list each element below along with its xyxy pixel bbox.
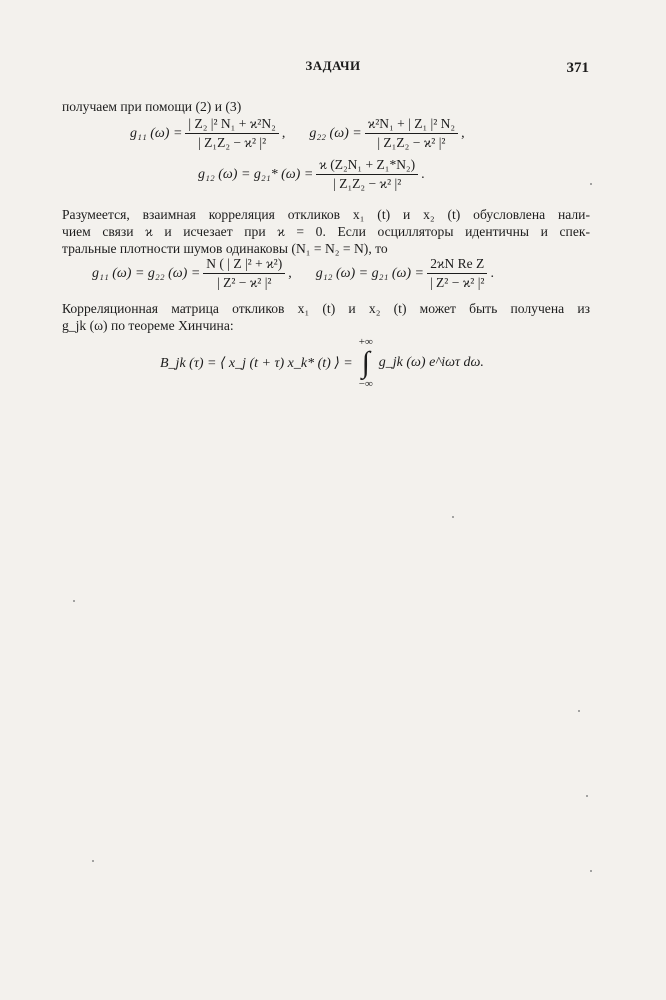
- eq-g22-tail: ,: [461, 125, 465, 141]
- eq-g12-denominator: | Z₁Z₂ − ϰ² |²: [333, 176, 402, 191]
- scan-speck: [586, 795, 588, 797]
- paragraph-correlation: [62, 206, 590, 257]
- running-header: ЗАДАЧИ: [305, 58, 361, 73]
- intro-text: [62, 98, 590, 115]
- scan-speck: [578, 710, 580, 712]
- eq-g11-sym-numerator: N ( | Z |² + ϰ²): [203, 256, 285, 274]
- scan-speck: [590, 870, 592, 872]
- page-number: 371: [566, 60, 589, 76]
- eq-g12-sym-lhs: g₁₂ (ω) = g₂₁ (ω) =: [315, 265, 424, 281]
- scan-speck: [590, 183, 592, 185]
- paragraph-khinchin: [62, 300, 590, 334]
- integral-symbol: ∫: [361, 346, 370, 379]
- scan-speck: [92, 860, 94, 862]
- eq-g22-lhs: g₂₂ (ω) =: [309, 125, 362, 141]
- eq-g12-sym-numerator: 2ϰN Re Z: [427, 256, 487, 274]
- eq-g11-sym-tail: ,: [288, 265, 292, 281]
- integral-upper-limit: +∞: [358, 336, 373, 348]
- eq-bjk-lhs: B_jk (τ) = ⟨ x_j (t + τ) x_k* (t) ⟩ =: [160, 355, 353, 371]
- eq-g11-lhs: g₁₁ (ω) =: [130, 125, 183, 141]
- eq-g12-fraction: [316, 157, 418, 192]
- eq-g11-sym-fraction: [203, 256, 285, 291]
- text-line: g_jk (ω) по теореме Хинчина:: [62, 318, 234, 333]
- equation-row-bjk: [160, 336, 484, 390]
- eq-g22-denominator: | Z₁Z₂ − ϰ² |²: [377, 135, 446, 150]
- eq-g12-tail: .: [421, 166, 425, 182]
- scan-speck: [73, 600, 75, 602]
- eq-g12-numerator: ϰ (Z₂N₁ + Z₁*N₂): [316, 157, 418, 175]
- eq-g11-denominator: | Z₁Z₂ − ϰ² |²: [198, 135, 267, 150]
- eq-g11-sym-lhs: g₁₁ (ω) = g₂₂ (ω) =: [92, 265, 201, 281]
- eq-g22-numerator: ϰ²N₁ + | Z₁ |² N₂: [365, 116, 458, 134]
- eq-g12-lhs: g₁₂ (ω) = g₂₁* (ω) =: [198, 166, 314, 182]
- text-line: Разумеется, взаимная корреляция откликов x₁ (t) и x₂ (t) обусловлена нали-: [62, 207, 590, 222]
- eq-bjk-integrand: g_jk (ω) e^iωτ dω.: [378, 355, 484, 370]
- equation-row-g12: [198, 157, 425, 192]
- equation-row-g11-g22: [130, 116, 465, 151]
- eq-g22-fraction: [365, 116, 458, 151]
- eq-g11-sym-denominator: | Z² − ϰ² |²: [217, 275, 272, 290]
- eq-g12-sym-tail: .: [490, 265, 494, 281]
- text-line: Корреляционная матрица откликов x₁ (t) и x₂ (t) может быть получена из: [62, 301, 590, 316]
- eq-g11-numerator: | Z₂ |² N₁ + ϰ²N₂: [185, 116, 278, 134]
- eq-g12-sym-denominator: | Z² − ϰ² |²: [429, 275, 485, 290]
- equation-row-identical: [92, 256, 494, 291]
- integral-lower-limit: −∞: [358, 378, 373, 390]
- eq-g11-tail: ,: [281, 125, 286, 141]
- integral-sign: [359, 336, 373, 390]
- text-line: тральные плотности шумов одинаковы (N₁ = N₂ = N), то: [62, 241, 388, 256]
- eq-g11-fraction: [185, 116, 278, 151]
- eq-g12-sym-fraction: [427, 256, 487, 291]
- text-line: получаем при помощи (2) и (3): [62, 99, 242, 114]
- scan-speck: [452, 516, 454, 518]
- text-line: чием связи ϰ и исчезает при ϰ = 0. Если осцилляторы идентичны и спек-: [62, 224, 590, 239]
